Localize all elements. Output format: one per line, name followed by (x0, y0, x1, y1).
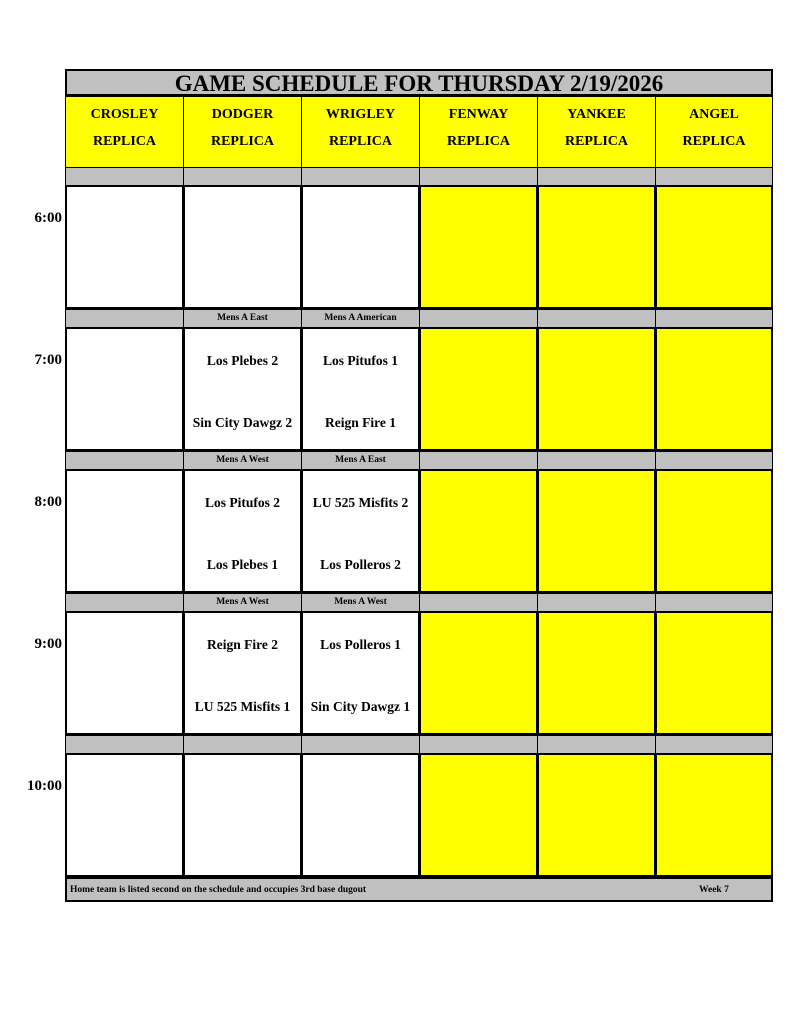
home-team: Sin City Dawgz 2 (192, 415, 293, 430)
field-name: YANKEE (567, 107, 626, 122)
division-band (655, 593, 773, 612)
game-slot (655, 611, 773, 735)
division-band (537, 167, 656, 186)
division-band (65, 309, 184, 328)
field-sub: REPLICA (328, 134, 392, 149)
field-header-crosley (65, 96, 184, 168)
game-slot (655, 327, 773, 451)
field-sub: REPLICA (210, 134, 274, 149)
game-slot (301, 753, 420, 877)
schedule-title: GAME SCHEDULE FOR THURSDAY 2/19/2026 (65, 69, 773, 96)
division-band (537, 593, 656, 612)
field-sub: REPLICA (92, 134, 156, 149)
division-band (183, 735, 302, 754)
game-slot (537, 469, 656, 593)
division-band (301, 167, 420, 186)
division-band (537, 309, 656, 328)
division-band (655, 167, 773, 186)
game-slot (537, 753, 656, 877)
game-slot (65, 327, 184, 451)
game-slot (183, 611, 302, 735)
time-label: 10:00 (27, 778, 62, 794)
field-header-angel (655, 96, 773, 168)
field-header-fenway (419, 96, 538, 168)
game-slot (537, 327, 656, 451)
game-slot (419, 185, 538, 309)
away-team: Los Plebes 2 (206, 353, 279, 368)
division-band (655, 735, 773, 754)
game-slot (301, 185, 420, 309)
division-band (537, 735, 656, 754)
game-slot (183, 753, 302, 877)
division-band (419, 309, 538, 328)
field-sub: REPLICA (564, 134, 628, 149)
game-slot (537, 185, 656, 309)
away-team: Los Polleros 1 (320, 637, 401, 652)
division-band (65, 167, 184, 186)
division-band (65, 593, 184, 612)
game-slot (655, 469, 773, 593)
field-sub: REPLICA (446, 134, 510, 149)
division-band (65, 451, 184, 470)
home-team: Los Plebes 1 (206, 557, 279, 572)
field-header-wrigley (301, 96, 420, 168)
game-slot (419, 611, 538, 735)
division-band: Mens A East (301, 451, 420, 470)
division-band (301, 735, 420, 754)
time-label: 8:00 (34, 494, 62, 510)
home-team-note: Home team is listed second on the schedule and occupies 3rd base dugout (70, 885, 367, 895)
division-band: Mens A West (183, 593, 302, 612)
away-team: Reign Fire 2 (207, 637, 278, 652)
field-name: WRIGLEY (325, 107, 396, 122)
game-slot (65, 185, 184, 309)
schedule-footer (65, 877, 773, 902)
time-label: 7:00 (34, 352, 62, 368)
division-band: Mens A West (301, 593, 420, 612)
division-band (419, 593, 538, 612)
division-band (419, 451, 538, 470)
game-slot (301, 327, 420, 451)
division-band (419, 735, 538, 754)
game-slot (419, 753, 538, 877)
division-band (65, 735, 184, 754)
division-band (183, 167, 302, 186)
game-slot (65, 753, 184, 877)
home-team: Los Polleros 2 (320, 557, 401, 572)
time-label: 6:00 (34, 210, 62, 226)
division-band: Mens A West (183, 451, 302, 470)
field-name: FENWAY (448, 107, 509, 122)
game-slot (419, 469, 538, 593)
field-sub: REPLICA (682, 134, 746, 149)
game-slot (655, 753, 773, 877)
away-team: LU 525 Misfits 2 (312, 495, 409, 510)
game-slot (65, 611, 184, 735)
home-team: LU 525 Misfits 1 (194, 699, 291, 714)
home-team: Sin City Dawgz 1 (310, 699, 411, 714)
time-label: 9:00 (34, 636, 62, 652)
week-label: Week 7 (699, 885, 729, 895)
home-team: Reign Fire 1 (325, 415, 396, 430)
game-slot (537, 611, 656, 735)
game-slot (183, 469, 302, 593)
game-slot (419, 327, 538, 451)
division-band (419, 167, 538, 186)
game-slot (183, 185, 302, 309)
game-slot (655, 185, 773, 309)
division-band: Mens A East (183, 309, 302, 328)
away-team: Los Pitufos 2 (204, 495, 280, 510)
division-band (655, 451, 773, 470)
field-name: DODGER (211, 107, 274, 122)
game-slot (65, 469, 184, 593)
division-band (655, 309, 773, 328)
game-slot (301, 469, 420, 593)
division-band: Mens A American (301, 309, 420, 328)
game-slot (183, 327, 302, 451)
field-header-dodger (183, 96, 302, 168)
away-team: Los Pitufos 1 (322, 353, 398, 368)
field-header-yankee (537, 96, 656, 168)
game-slot (301, 611, 420, 735)
field-name: CROSLEY (90, 107, 159, 122)
field-name: ANGEL (689, 107, 739, 122)
division-band (537, 451, 656, 470)
